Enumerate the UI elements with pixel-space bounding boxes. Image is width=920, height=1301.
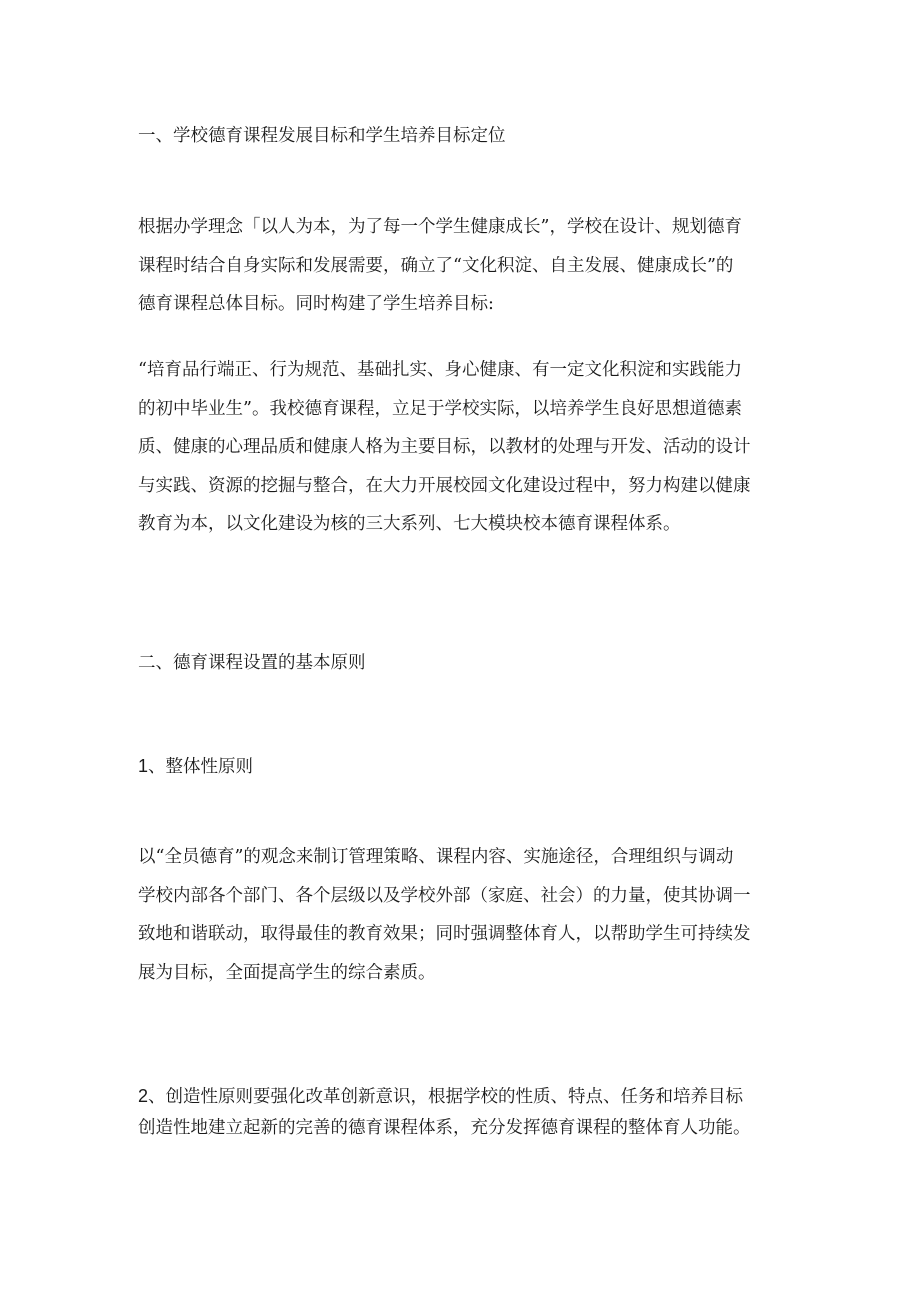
principle-2-paragraph bbox=[138, 1081, 798, 1144]
section-2-heading: 二、德育课程设置的基本原则 bbox=[138, 653, 366, 673]
paragraph-line: “培育品行端正、行为规范、基础扎实、身心健康、有一定文化积淀和实践能力 bbox=[138, 360, 742, 380]
paragraph-line: 展为目标，全面提高学生的综合素质。 bbox=[138, 962, 436, 983]
principle-1-paragraph bbox=[138, 838, 798, 992]
principle-2-number: 2 bbox=[138, 1086, 149, 1106]
principle-2-line-2: 创造性地建立起新的完善的德育课程体系，充分发挥德育课程的整体育人功能。 bbox=[138, 1118, 751, 1138]
paragraph-line: 教育为本，以文化建设为核的三大系列、七大模块校本德育课程体系。 bbox=[138, 514, 681, 534]
principle-1-number: 1 bbox=[138, 756, 149, 776]
section-1-paragraph bbox=[138, 208, 798, 324]
paragraph-line: 课程时结合自身实际和发展需要，确立了“文化积淀、自主发展、健康成长”的 bbox=[138, 255, 734, 276]
paragraph-line: 质、健康的心理品质和健康人格为主要目标，以教材的处理与开发、活动的设计 bbox=[138, 437, 751, 457]
paragraph-line: 以“全员德育”的观念来制订管理策略、课程内容、实施途径，合理组织与调动 bbox=[138, 847, 734, 867]
paragraph-line: 学校内部各个部门、各个层级以及学校外部（家庭、社会）的力量，使其协调一 bbox=[138, 885, 751, 906]
principle-2-line-1: 、创造性原则要强化改革创新意识，根据学校的性质、特点、任务和培养目标 bbox=[148, 1087, 744, 1107]
paragraph-line: 致地和谐联动，取得最佳的教育效果；同时强调整体育人，以帮助学生可持续发 bbox=[138, 924, 751, 944]
paragraph-line: 德育课程总体目标。同时构建了学生培养目标: bbox=[138, 294, 494, 314]
section-1-paragraph-cont bbox=[138, 351, 798, 544]
principle-1-title: 、整体性原则 bbox=[148, 757, 254, 777]
paragraph-line bbox=[138, 1081, 798, 1113]
paragraph-line: 与实践、资源的挖掘与整合，在大力开展校园文化建设过程中，努力构建以健康 bbox=[138, 475, 751, 496]
principle-1-heading bbox=[138, 754, 798, 779]
paragraph-line: 的初中毕业生”。我校德育课程，立足于学校实际，以培养学生良好思想道德素 bbox=[138, 398, 742, 419]
paragraph-line: 根据办学理念「以人为本，为了每一个学生健康成长”，学校在设计、规划德育 bbox=[138, 217, 742, 237]
section-1-heading: 一、学校德育课程发展目标和学生培养目标定位 bbox=[138, 126, 506, 146]
